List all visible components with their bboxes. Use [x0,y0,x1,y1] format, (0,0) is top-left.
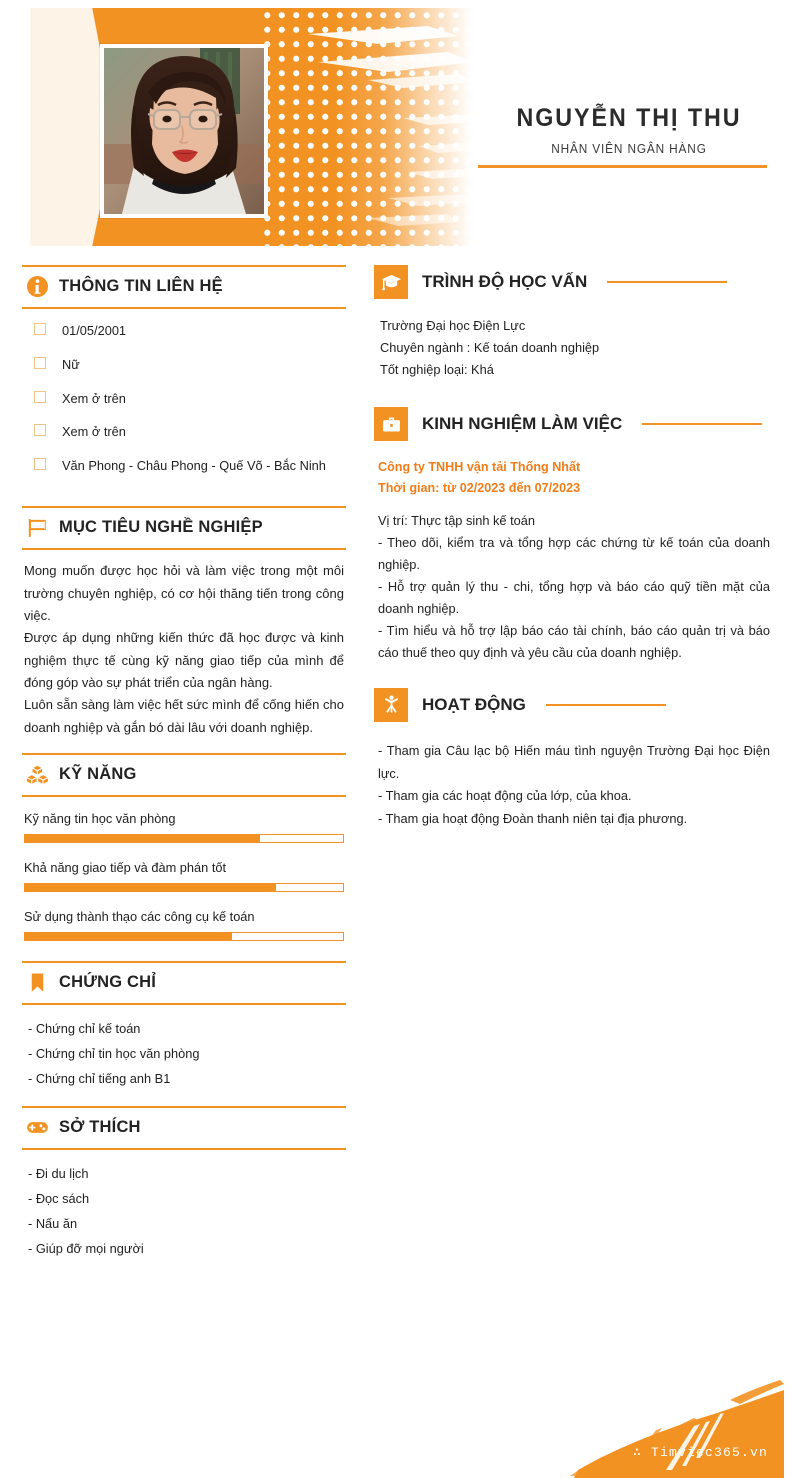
skill-item [24,860,344,892]
portrait-photo [104,48,264,214]
objective-paragraph: Được áp dụng những kiến thức đã học được và kinh nghiệm thực tế cùng kỹ năng giao tiếp của mình để đóng góp vào sự phát triển của ngân hàng. [24,630,344,690]
section-title: KINH NGHIỆM LÀM VIỆC [422,414,623,433]
section-rule [642,423,762,425]
skill-bar-fill [25,884,276,891]
list-item [34,355,346,375]
contact-value: 01/05/2001 [62,323,127,338]
header-left-margin [8,8,30,246]
person-raised-arms-glyph [381,694,402,715]
section-title: TRÌNH ĐỘ HỌC VẤN [422,272,588,291]
position-title: Vị trí: Thực tập sinh kế toán [378,512,535,528]
section-title: HOẠT ĐỘNG [422,694,526,714]
activities-list [374,726,774,831]
left-column [8,253,360,1276]
experience-bullet: - Theo dõi, kiểm tra và tổng hợp các chứng từ kế toán của doanh nghiệp. [378,534,770,572]
checkbox-icon [34,424,46,436]
education-line: Chuyên ngành : Kế toán doanh nghiệp [380,340,600,355]
section-header-hobbies [22,1108,346,1148]
list-item: - Nấu ăn [28,1215,78,1231]
contact-list [22,309,346,504]
section-rule [546,704,666,706]
section-hobbies [22,1106,346,1274]
watermark-text: ∴ Timviec365.vn [632,1445,768,1460]
list-item [34,422,346,442]
skill-bar [24,834,344,843]
experience-details [374,504,774,688]
section-skills [22,753,346,959]
list-item: - Chứng chỉ tin học văn phòng [28,1045,200,1061]
employment-period: Thời gian: từ 02/2023 đến 07/2023 [378,481,581,496]
objective-text [22,550,346,751]
skill-bar-fill [25,835,260,842]
hobbies-list [22,1150,346,1274]
halftone-dots-decoration [260,8,478,246]
section-header-education [374,265,774,299]
section-title: THÔNG TIN LIÊN HỆ [59,277,223,295]
list-item: - Giúp đỡ mọi người [28,1240,144,1256]
education-line: Trường Đại học Điện Lực [380,318,526,333]
job-title: NHÂN VIÊN NGÂN HÀNG [551,142,707,156]
gamepad-icon [26,1116,49,1139]
skill-bar-fill [25,933,232,940]
section-activities [374,688,774,831]
flag-icon [26,516,49,539]
checkbox-icon [34,458,46,470]
skill-label: Khả năng giao tiếp và đàm phán tốt [24,860,227,876]
skills-list [22,797,346,959]
boxes-icon [26,763,49,786]
checkbox-icon [34,357,46,369]
section-title: CHỨNG CHỈ [59,973,157,992]
skill-label: Kỹ năng tin học văn phòng [24,811,176,827]
skill-label: Sử dụng thành thạo các công cụ kế toán [24,909,255,925]
education-line: Tốt nghiệp loại: Khá [380,362,494,377]
contact-value: Xem ở trên [62,390,126,406]
list-item [34,456,346,476]
section-education [374,265,774,407]
list-item: - Tham gia Câu lạc bộ Hiến máu tình nguyện Trường Đại học Điện lực. [378,742,770,781]
company-name: Công ty TNHH vận tải Thống Nhất [378,460,581,474]
experience-company-block [374,445,774,504]
right-column [360,253,792,1276]
contact-value: Văn Phong - Châu Phong - Quế Võ - Bắc Ninh [62,458,326,474]
graduation-cap-glyph [381,272,402,293]
briefcase-icon [374,407,408,441]
portrait-illustration [104,48,264,214]
section-experience [374,407,774,688]
name-underline [478,165,767,168]
skill-item [24,909,344,941]
experience-bullet: - Hỗ trợ quản lý thu - chi, tổng hợp và báo cáo quỹ tiền mặt của doanh nghiệp. [378,578,770,616]
list-item: - Chứng chỉ tiếng anh B1 [28,1070,171,1086]
section-title: KỸ NĂNG [59,765,137,784]
education-details [374,303,774,407]
section-header-objective [22,508,346,548]
avatar [100,44,268,218]
section-header-contact [22,267,346,307]
checkbox-icon [34,323,46,335]
list-item: - Tham gia hoạt động Đoàn thanh niên tại địa phương. [378,811,688,827]
list-item: - Chứng chỉ kế toán [28,1021,141,1037]
name-block [478,104,780,168]
section-title: MỤC TIÊU NGHỀ NGHIỆP [59,518,263,537]
list-item: - Tham gia các hoạt động của lớp, của khoa. [378,788,632,804]
checkbox-icon [34,391,46,403]
list-item: - Đọc sách [28,1190,90,1206]
cv-body [8,253,792,1276]
footer-watermark-area [544,1378,784,1478]
person-raised-arms-icon [374,688,408,722]
section-header-certificates [22,963,346,1003]
cv-header [8,0,792,253]
info-circle-icon [26,275,49,298]
section-objective [22,506,346,751]
section-header-activities [374,688,774,722]
cv-sheet [8,0,792,1478]
list-item: - Đi du lịch [28,1165,89,1181]
brush-stroke-decoration [544,1378,784,1478]
skill-item [24,811,344,843]
list-item [34,321,346,341]
skill-bar [24,883,344,892]
section-title: SỞ THÍCH [59,1117,141,1136]
section-rule [607,281,727,283]
certificates-list [22,1005,346,1104]
objective-paragraph: Luôn sẵn sàng làm việc hết sức mình để cống hiến cho doanh nghiệp và gắn bó dài lâu với doanh nghiệp. [24,697,344,735]
skill-bar [24,932,344,941]
section-header-experience [374,407,774,441]
objective-paragraph: Mong muốn được học hỏi và làm việc trong một môi trường chuyên nghiệp, có cơ hội thăng tiến trong công việc. [24,563,344,623]
contact-value: Nữ [62,356,80,372]
graduation-cap-icon [374,265,408,299]
section-certificates [22,961,346,1104]
experience-bullet: - Tìm hiểu và hỗ trợ lập báo cáo tài chính, báo cáo quản trị và báo cáo thuế theo quy định và yêu cầu của doanh nghiệp. [378,622,770,660]
contact-value: Xem ở trên [62,424,126,440]
list-item [34,389,346,409]
briefcase-glyph [381,414,402,435]
section-header-skills [22,755,346,795]
bookmark-icon [26,971,49,994]
page-title: NGUYỄN THỊ THU [516,104,742,132]
section-contact [22,265,346,504]
